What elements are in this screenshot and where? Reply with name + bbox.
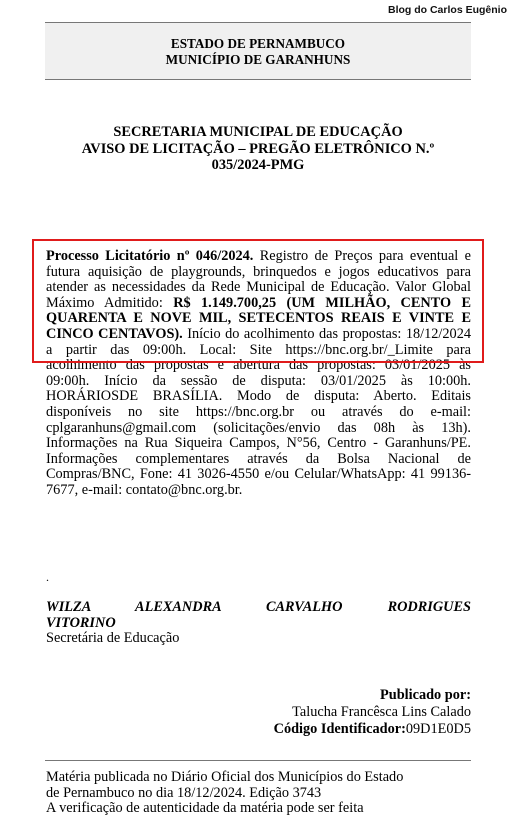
details-text: Início do acolhimento das propostas: 18/12/2024 a partir das 09:00h. Local: Site https://bnc.org.br/_Limite para acolhimento das propostas e abertura das propostas: 03/01/2025 às 09:00h. Início da sessão de disputa: 03/01/2025 às 10:00h. HORÁRIOSDE BRASÍLIA. Modo de disputa: Aberto. Editais disponíveis no site https://bnc.org.br ou através do e-mail: cplgaranhuns@gmail.com (solicitações/envio das 08h às 13h). Informações na Rua Siqueira Campos, N°56, Centro - Garanhuns/PE. Informações complementares através da Bolsa Nacional de Compras/BNC, Fone: 41 3026-4550 e/ou Celular/WhatsApp: 41 99136-7677, e-mail: contato@bnc.org.br. xyxy=(46,325,471,498)
title-number: 035/2024-PMG xyxy=(211,157,305,173)
header-municipality: MUNICÍPIO DE GARANHUNS xyxy=(165,52,351,67)
object-text: Registro de Preços para eventual e futura aquisição de playgrounds, brinquedos e jogos educativos para atender as necessidades da Rede Municipal de Educação. Valor Global Máximo Admitido: xyxy=(46,248,471,311)
footer-note xyxy=(46,770,476,817)
footer-line2: de Pernambuco no dia 18/12/2024. Edição 3743 xyxy=(46,784,322,801)
notice-body xyxy=(46,249,471,499)
code-label: Código Identificador: xyxy=(273,721,406,737)
notice-title xyxy=(45,124,471,174)
header-state: ESTADO DE PERNAMBUCO xyxy=(170,36,346,51)
published-block xyxy=(46,687,471,738)
signer-name-line2: VITORINO xyxy=(46,614,116,631)
signer-name-line1: WILZA ALEXANDRA CARVALHO RODRIGUES xyxy=(46,599,471,615)
footer-line1: Matéria publicada no Diário Oficial dos Municípios do Estado xyxy=(46,769,404,785)
code-value: 09D1E0D5 xyxy=(405,721,471,737)
signer-block xyxy=(46,600,471,647)
publisher-name: Talucha Francêsca Lins Calado xyxy=(292,704,471,720)
global-value: R$ 1.149.700,25 (UM MILHÃO, CENTO E QUARENTA E NOVE MIL, SETECENTOS REAIS E VINTE E CINCO CENTAVOS). xyxy=(46,294,471,342)
title-notice: AVISO DE LICITAÇÃO – PREGÃO ELETRÔNICO N.º xyxy=(81,140,435,157)
footer-line3: A verificação de autenticidade da matéria pode ser feita xyxy=(46,800,364,817)
footer-divider xyxy=(45,760,471,761)
notice-paragraph xyxy=(46,249,471,499)
separator-dot: . xyxy=(46,570,49,584)
published-label: Publicado por: xyxy=(380,687,471,703)
blog-watermark: Blog do Carlos Eugênio xyxy=(387,4,507,16)
title-secretariat: SECRETARIA MUNICIPAL DE EDUCAÇÃO xyxy=(113,124,403,140)
process-number: Processo Licitatório nº 046/2024. xyxy=(46,248,254,264)
header-box xyxy=(45,22,471,80)
signer-role: Secretária de Educação xyxy=(46,630,180,647)
